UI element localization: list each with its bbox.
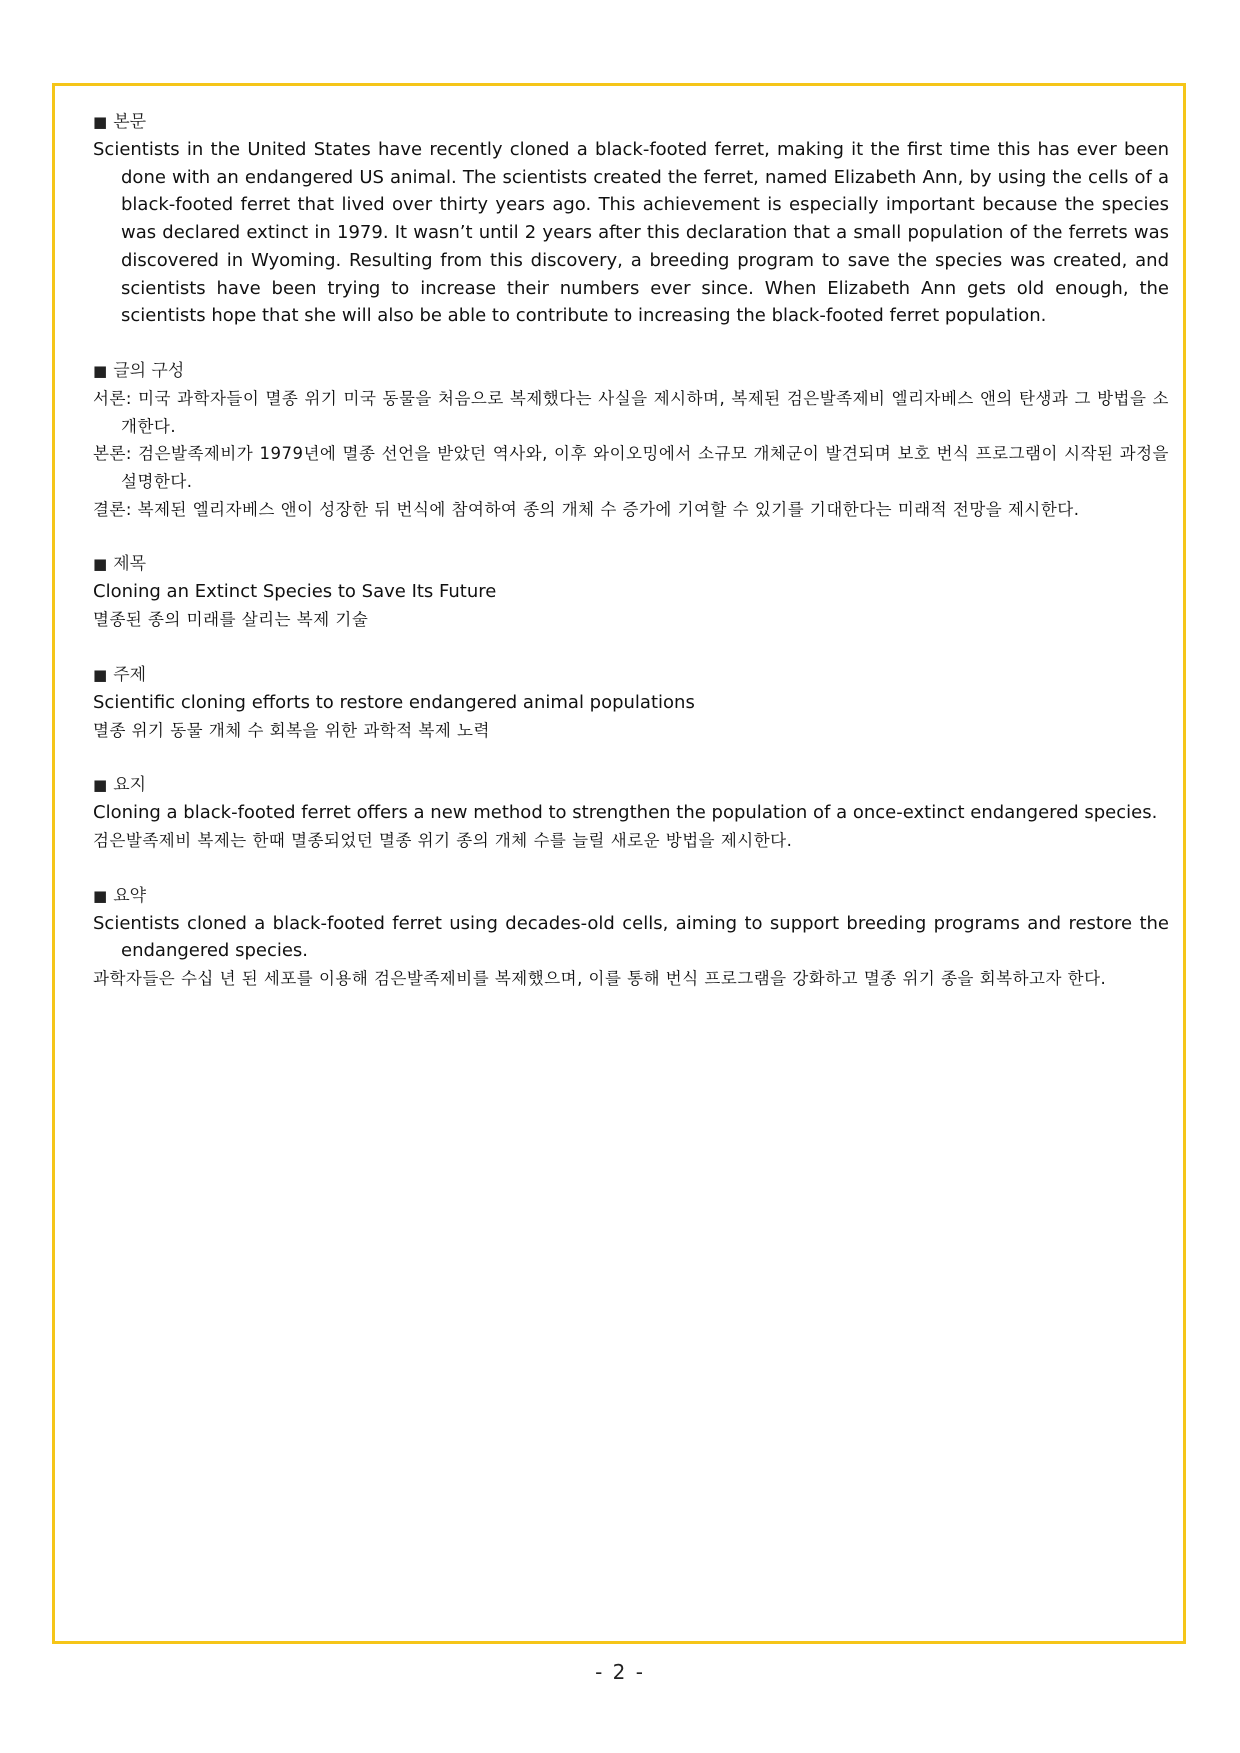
section-body-text [93,108,1169,330]
section-summary [93,882,1169,993]
summary-english: Scientists cloned a black-footed ferret using decades-old cells, aiming to support breeding programs and restore the endangered species. [93,912,1169,962]
section-heading: 주제 [113,664,147,685]
section-heading: 글의 구성 [113,360,185,381]
section-heading: 요약 [113,885,147,906]
title-english: Cloning an Extinct Species to Save Its Future [93,581,497,603]
square-bullet-icon: ■ [93,113,108,131]
page-number: - 2 - [595,1660,645,1684]
section-heading: 본문 [113,112,147,132]
document-content [93,108,1169,1020]
structure-body: 본론: 검은발족제비가 1979년에 멸종 선언을 받았던 역사와, 이후 와이오밍에서 소규모 개체군이 발견되며 보호 번식 프로그램이 시작된 과정을 설명한다. [93,444,1169,492]
square-bullet-icon: ■ [93,776,108,795]
body-paragraph: Scientists in the United States have recently cloned a black-footed ferret, making it the first time this has ever been done with an endangered US animal. The scientists created the ferret, named Elizabeth Ann, by using the cells of a black-footed ferret that lived over thirty years ago. This achievement is especially important because the species was declared extinct in 1979. It wasn’t until 2 years after this declaration that a small population of the ferrets was discovered in Wyoming. Resulting from this discovery, a breeding program to save the species was created, and scientists have been trying to increase their numbers ever since. When Elizabeth Ann gets old enough, the scientists hope that she will also be able to contribute to increasing the black-footed ferret population. [93,139,1169,327]
main-idea-english: Cloning a black-footed ferret offers a new method to strengthen the population of a once-extinct endangered species. [93,802,1158,824]
square-bullet-icon: ■ [93,361,108,380]
square-bullet-icon: ■ [93,886,108,905]
structure-conclusion: 결론: 복제된 엘리자베스 앤이 성장한 뒤 번식에 참여하여 종의 개체 수 증가에 기여할 수 있기를 기대한다는 미래적 전망을 제시한다. [93,499,1080,519]
square-bullet-icon: ■ [93,665,108,684]
structure-intro: 서론: 미국 과학자들이 멸종 위기 미국 동물을 처음으로 복제했다는 사실을 제시하며, 복제된 검은발족제비 엘리자베스 앤의 탄생과 그 방법을 소개한다. [93,388,1169,436]
main-idea-korean: 검은발족제비 복제는 한때 멸종되었던 멸종 위기 종의 개체 수를 늘릴 새로운 방법을 제시한다. [93,830,793,850]
section-structure [93,357,1169,524]
title-korean: 멸종된 종의 미래를 살리는 복제 기술 [93,610,369,630]
section-heading: 요지 [113,775,147,796]
section-title [93,550,1169,633]
section-heading: 제목 [113,554,147,575]
section-topic [93,661,1169,744]
square-bullet-icon: ■ [93,555,108,574]
topic-korean: 멸종 위기 동물 개체 수 회복을 위한 과학적 복제 노력 [93,720,490,740]
section-main-idea [93,771,1169,854]
summary-korean: 과학자들은 수십 년 된 세포를 이용해 검은발족제비를 복제했으며, 이를 통해 번식 프로그램을 강화하고 멸종 위기 종을 회복하고자 한다. [93,969,1107,989]
topic-english: Scientific cloning efforts to restore endangered animal populations [93,691,695,713]
